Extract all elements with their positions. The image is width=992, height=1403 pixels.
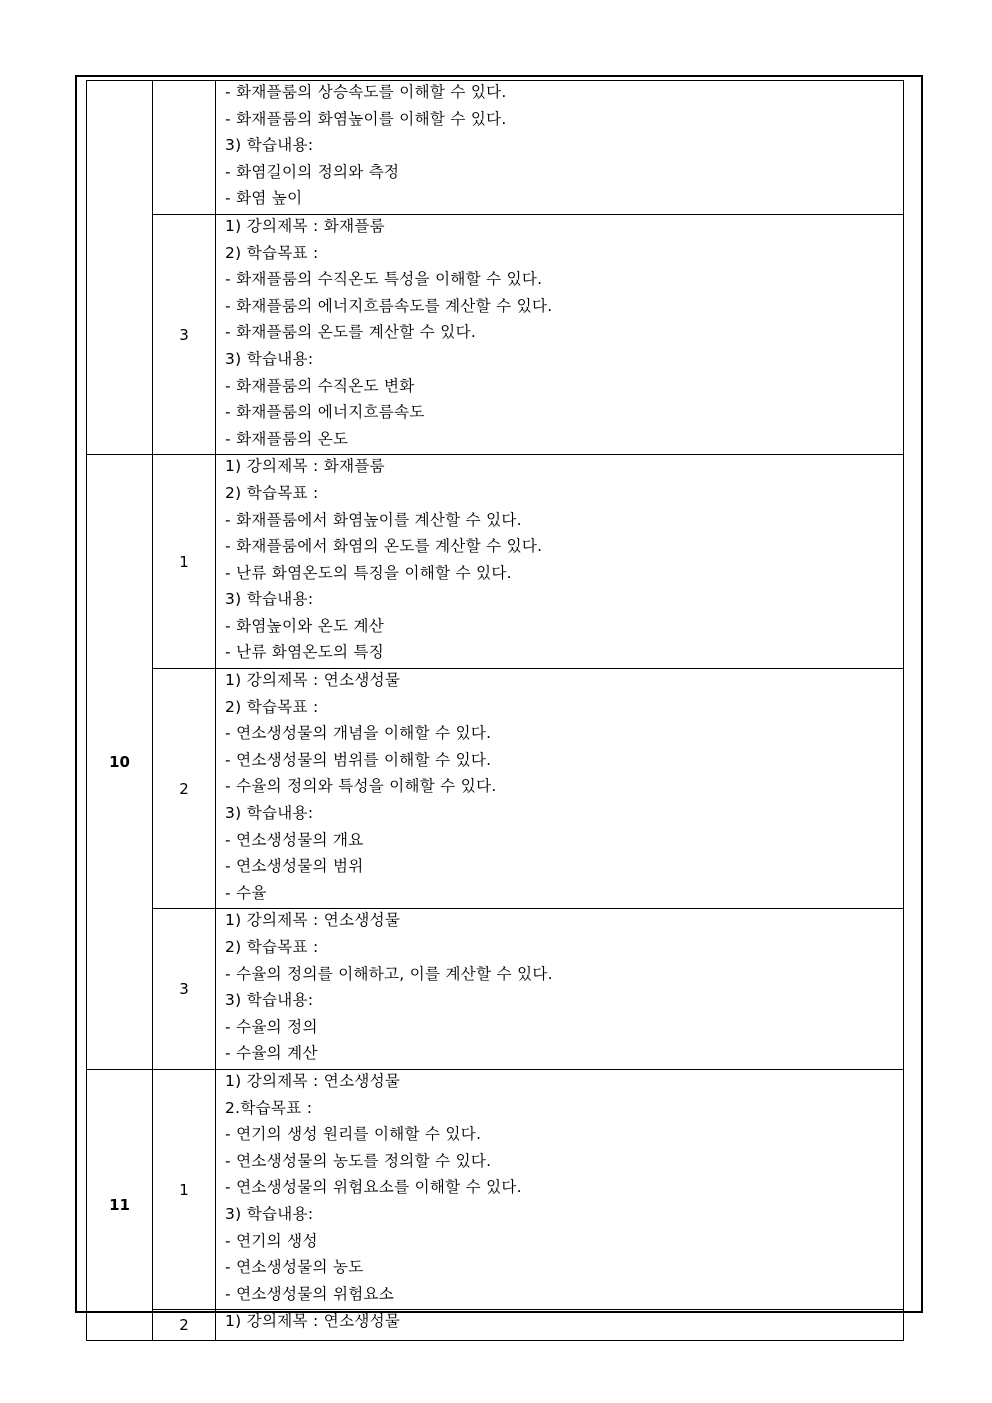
content-line: - 연소생성물의 범위를 이해할 수 있다. — [225, 750, 492, 769]
content-line: 3) 학습내용: — [225, 1204, 314, 1223]
content-line: - 연기의 생성 원리를 이해할 수 있다. — [225, 1125, 482, 1144]
content-line: - 화재플룸에서 화염의 온도를 계산할 수 있다. — [225, 537, 543, 556]
session-row — [87, 909, 904, 1070]
session-row — [87, 455, 904, 669]
content-line: 1) 강의제목 : 연소생성물 — [225, 911, 401, 930]
session-number — [153, 81, 216, 215]
session-number: 2 — [153, 1310, 216, 1341]
content-line: - 연소생성물의 위험요소를 이해할 수 있다. — [225, 1178, 522, 1197]
content-line: - 연기의 생성 — [225, 1231, 318, 1250]
content-line: - 수율 — [225, 883, 267, 902]
session-content — [216, 214, 904, 454]
content-line: 2) 학습목표 : — [225, 243, 319, 262]
session-row — [87, 1069, 904, 1309]
content-line: - 화염길이의 정의와 측정 — [225, 162, 400, 181]
content-line: - 화재플룸의 수직온도 변화 — [225, 376, 415, 395]
content-line: - 난류 화염온도의 특징 — [225, 643, 385, 662]
content-line: 1) 강의제목 : 연소생성물 — [225, 1312, 401, 1331]
week-number — [87, 81, 153, 455]
session-content — [216, 669, 904, 909]
content-line: 3) 학습내용: — [225, 804, 314, 823]
session-row — [87, 214, 904, 454]
content-line: - 연소생성물의 위험요소 — [225, 1284, 395, 1303]
session-number: 3 — [153, 214, 216, 454]
content-line: - 난류 화염온도의 특징을 이해할 수 있다. — [225, 563, 512, 582]
session-content — [216, 455, 904, 669]
content-line: - 화염높이와 온도 계산 — [225, 616, 385, 635]
content-line: - 연소생성물의 농도를 정의할 수 있다. — [225, 1151, 492, 1170]
session-content — [216, 1310, 904, 1341]
session-row — [87, 81, 904, 215]
content-line: 1) 강의제목 : 연소생성물 — [225, 671, 401, 690]
session-row — [87, 1310, 904, 1341]
content-line: - 화재플룸의 에너지흐름속도 — [225, 403, 425, 422]
session-content — [216, 909, 904, 1070]
content-line: - 연소생성물의 농도 — [225, 1258, 364, 1277]
content-line: 2.학습목표 : — [225, 1098, 313, 1117]
session-content — [216, 81, 904, 215]
content-line: 1) 강의제목 : 화재플룸 — [225, 216, 385, 235]
content-line: 1) 강의제목 : 화재플룸 — [225, 457, 385, 476]
content-line: - 연소생성물의 개요 — [225, 830, 364, 849]
content-line: - 화염 높이 — [225, 189, 303, 208]
content-line: 3) 학습내용: — [225, 991, 314, 1010]
content-line: - 수율의 정의 — [225, 1017, 318, 1036]
content-line: - 화재플룸의 온도 — [225, 429, 349, 448]
content-line: 3) 학습내용: — [225, 349, 314, 368]
week-number: 11 — [87, 1069, 153, 1340]
content-line: - 화재플룸의 상승속도를 이해할 수 있다. — [225, 83, 507, 101]
content-line: - 수율의 계산 — [225, 1044, 318, 1063]
syllabus-table — [86, 80, 904, 1341]
content-line: - 화재플룸의 온도를 계산할 수 있다. — [225, 323, 477, 342]
content-line: 2) 학습목표 : — [225, 697, 319, 716]
content-line: - 수율의 정의와 특성을 이해할 수 있다. — [225, 777, 497, 796]
syllabus-table-body — [87, 81, 904, 1341]
content-line: - 화재플룸에서 화염높이를 계산할 수 있다. — [225, 510, 522, 529]
week-number: 10 — [87, 455, 153, 1070]
session-number: 1 — [153, 455, 216, 669]
content-line: 3) 학습내용: — [225, 590, 314, 609]
content-line: - 연소생성물의 개념을 이해할 수 있다. — [225, 724, 492, 743]
content-line: - 화재플룸의 수직온도 특성을 이해할 수 있다. — [225, 270, 543, 289]
content-line: 3) 학습내용: — [225, 136, 314, 155]
session-content — [216, 1069, 904, 1309]
content-line: - 화재플룸의 화염높이를 이해할 수 있다. — [225, 109, 507, 128]
content-line: 2) 학습목표 : — [225, 938, 319, 956]
content-line: 1) 강의제목 : 연소생성물 — [225, 1071, 401, 1090]
session-row — [87, 669, 904, 909]
content-line: 2) 학습목표 : — [225, 483, 319, 502]
session-number: 1 — [153, 1069, 216, 1309]
content-line: - 화재플룸의 에너지흐름속도를 계산할 수 있다. — [225, 296, 553, 315]
session-number: 3 — [153, 909, 216, 1070]
content-line: - 연소생성물의 범위 — [225, 857, 364, 876]
content-line: - 수율의 정의를 이해하고, 이를 계산할 수 있다. — [225, 964, 553, 983]
session-number: 2 — [153, 669, 216, 909]
